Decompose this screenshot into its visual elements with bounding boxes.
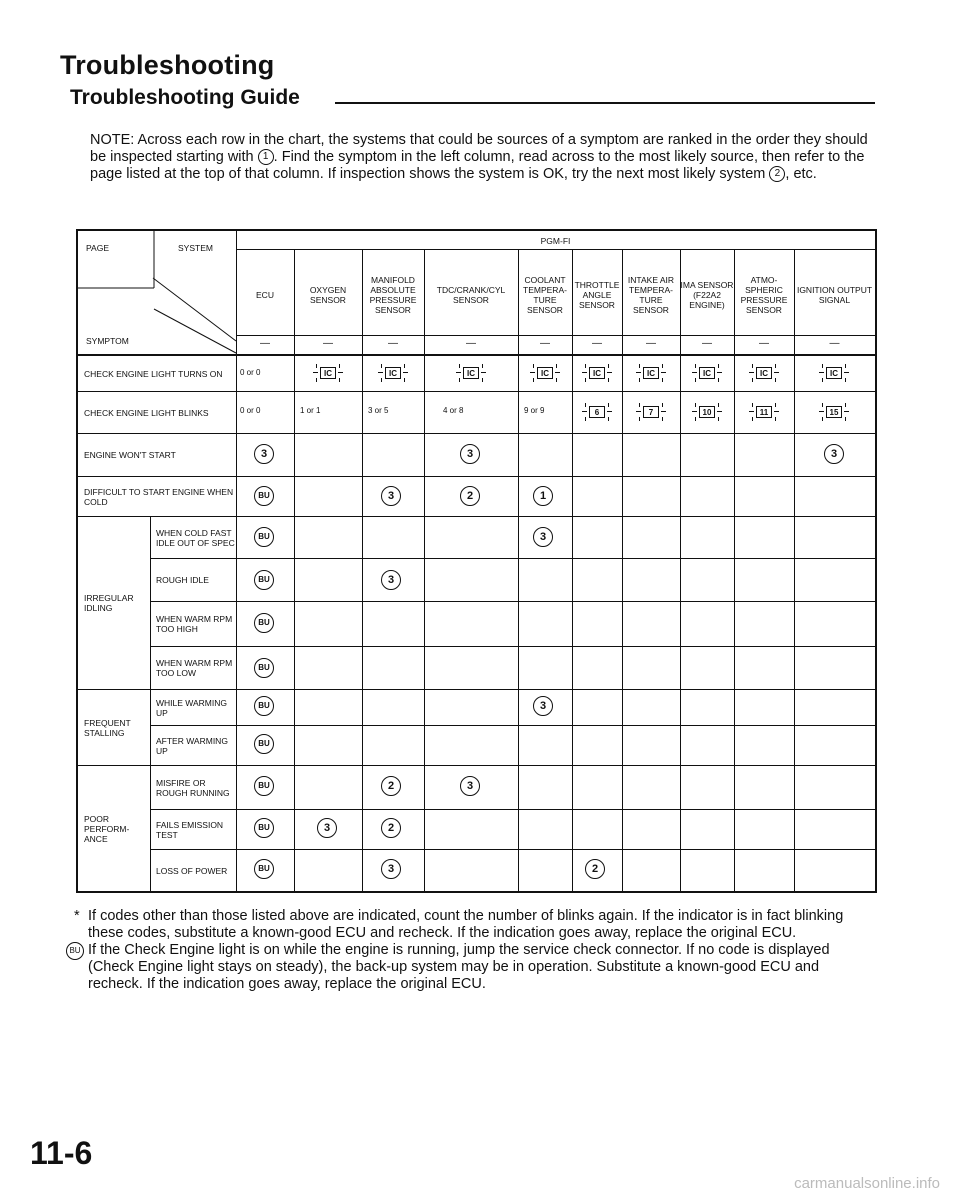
- lamp-ray: [556, 378, 557, 382]
- col-map: MANIFOLD ABSOLUTE PRESSURE SENSOR: [369, 275, 417, 315]
- check-engine-lamp-icon: IC: [692, 364, 722, 382]
- section-subtitle: Troubleshooting Guide: [70, 86, 300, 109]
- lamp-ray: [774, 372, 779, 373]
- col-throttle: THROTTLE ANGLE SENSOR: [574, 280, 620, 310]
- rank-mark: 3: [381, 570, 401, 590]
- backup-mark: BU: [254, 613, 274, 633]
- rank-mark: 3: [533, 696, 553, 716]
- lamp-ray: [718, 378, 719, 382]
- rank-mark: 3: [254, 444, 274, 464]
- ecu-lamp-code: 0 or 0: [240, 368, 261, 377]
- col-intake: INTAKE AIR TEMPERA-TURE SENSOR: [627, 275, 675, 315]
- lamp-ray: [752, 403, 753, 407]
- corner-diagonals: [78, 231, 236, 354]
- col-oxygen: OXYGEN SENSOR: [309, 285, 347, 305]
- group-frequent-stalling: FREQUENT STALLING: [84, 717, 131, 738]
- lamp-ray: [661, 411, 666, 412]
- lamp-ray: [530, 372, 535, 373]
- lamp-ray: [556, 364, 557, 368]
- lamp-ray: [316, 378, 317, 382]
- check-engine-lamp-icon: IC: [313, 364, 343, 382]
- lamp-ray: [378, 372, 383, 373]
- lamp-ray: [555, 372, 560, 373]
- note-text-3: , etc.: [785, 166, 817, 182]
- lamp-ray: [338, 372, 343, 373]
- lamp-ray: [608, 378, 609, 382]
- lamp-ray: [481, 372, 486, 373]
- lamp-ray: [636, 372, 641, 373]
- page-ignition: —: [829, 338, 840, 349]
- page-throttle: —: [592, 338, 602, 349]
- page-title: Troubleshooting: [60, 50, 275, 80]
- blink-code-atmo: 11: [749, 403, 779, 421]
- lamp-ray: [585, 364, 586, 368]
- backup-mark: BU: [254, 818, 274, 838]
- lamp-ray: [636, 411, 641, 412]
- lamp-ray: [639, 378, 640, 382]
- blink-code-throttle: 6: [582, 403, 612, 421]
- page-number: 11-6: [30, 1135, 93, 1171]
- lamp-ray: [695, 378, 696, 382]
- lamp-ray: [582, 372, 587, 373]
- blink-code-ima: 10: [692, 403, 722, 421]
- blink-code-coolant: 9 or 9: [524, 406, 545, 415]
- rank-mark: 3: [381, 486, 401, 506]
- corner-page: PAGE: [86, 243, 109, 253]
- lamp-ray: [775, 378, 776, 382]
- blink-code-ignition: 15: [819, 403, 849, 421]
- lamp-ray: [482, 378, 483, 382]
- lamp-ray: [752, 378, 753, 382]
- lamp-ray: [845, 417, 846, 421]
- lamp-ray: [662, 417, 663, 421]
- check-engine-lamp-icon: IC: [456, 364, 486, 382]
- lamp-ray: [845, 364, 846, 368]
- note-paragraph: [90, 132, 875, 183]
- page-ecu: —: [260, 338, 270, 349]
- rank-mark: 3: [381, 859, 401, 879]
- lamp-ray: [533, 364, 534, 368]
- lamp-ray: [662, 403, 663, 407]
- lamp-ray: [822, 417, 823, 421]
- page-tdc: —: [466, 338, 476, 349]
- lamp-ray: [845, 378, 846, 382]
- lamp-ray: [607, 411, 612, 412]
- rank-mark: 3: [460, 776, 480, 796]
- lamp-ray: [608, 417, 609, 421]
- row-perf-emission: FAILS EMISSION TEST: [156, 819, 224, 840]
- lamp-ray: [775, 364, 776, 368]
- lamp-ray: [608, 364, 609, 368]
- lamp-ray: [844, 372, 849, 373]
- backup-mark: BU: [254, 570, 274, 590]
- lamp-ray: [774, 411, 779, 412]
- check-engine-lamp-icon: IC: [378, 364, 408, 382]
- rank-mark: 2: [381, 776, 401, 796]
- rank-mark: 3: [317, 818, 337, 838]
- lamp-ray: [752, 364, 753, 368]
- lamp-ray: [662, 364, 663, 368]
- footnote-backup-text: If the Check Engine light is on while the engine is running, jump the service check connector. If no code is displayed (Check Engine light stays on steady), the back-up system may be in operation. Substitute a known-good ECU and recheck. If the indication goes away, replace the original ECU.: [88, 942, 830, 992]
- backup-mark: BU: [254, 486, 274, 506]
- lamp-ray: [403, 372, 408, 373]
- lamp-ray: [404, 378, 405, 382]
- footnotes: [66, 908, 876, 993]
- lamp-ray: [845, 403, 846, 407]
- note-text-1: Across each row in the chart, the systems that could be sources of a symptom are ranked in the order they should be inspected starting with: [90, 132, 868, 165]
- group-header: PGM-FI: [540, 236, 571, 246]
- lamp-ray: [752, 417, 753, 421]
- lamp-ray: [533, 378, 534, 382]
- note-text-2: . Find the symptom in the left column, read across to the most likely source, then refer to the page listed at the top of that column. If inspection shows the system is OK, try the next most likely system: [90, 149, 865, 182]
- lamp-ray: [313, 372, 318, 373]
- page-intake: —: [646, 338, 656, 349]
- lamp-ray: [692, 411, 697, 412]
- blink-code-oxygen: 1 or 1: [300, 406, 321, 415]
- lamp-ray: [749, 411, 754, 412]
- lamp-ray: [822, 378, 823, 382]
- row-idle-warm-low: WHEN WARM RPM TOO LOW: [156, 658, 233, 678]
- lamp-ray: [482, 364, 483, 368]
- lamp-ray: [585, 403, 586, 407]
- lamp-ray: [661, 372, 666, 373]
- lamp-ray: [381, 364, 382, 368]
- lamp-ray: [585, 378, 586, 382]
- row-stall-warming: WHILE WARMING UP: [156, 697, 227, 718]
- lamp-ray: [844, 411, 849, 412]
- troubleshooting-chart: [76, 229, 877, 893]
- lamp-ray: [717, 372, 722, 373]
- lamp-ray: [459, 378, 460, 382]
- lamp-ray: [718, 364, 719, 368]
- lamp-ray: [607, 372, 612, 373]
- lamp-ray: [639, 364, 640, 368]
- rank-mark: 3: [533, 527, 553, 547]
- backup-mark: BU: [254, 696, 274, 716]
- row-wont-start: ENGINE WON'T START: [84, 450, 176, 460]
- lamp-ray: [639, 403, 640, 407]
- page-atmo: —: [759, 338, 769, 349]
- backup-system-icon: BU: [66, 942, 84, 960]
- row-difficult-start: DIFFICULT TO START ENGINE WHEN COLD: [84, 486, 234, 507]
- corner-symptom: SYMPTOM: [86, 336, 129, 346]
- lamp-ray: [381, 378, 382, 382]
- row-perf-misfire: MISFIRE OR ROUGH RUNNING: [156, 777, 230, 798]
- backup-mark: BU: [254, 734, 274, 754]
- col-ignition: IGNITION OUTPUT SIGNAL: [796, 285, 873, 305]
- rank-mark: 2: [381, 818, 401, 838]
- lamp-ray: [695, 364, 696, 368]
- row-idle-cold-fast: WHEN COLD FAST IDLE OUT OF SPEC: [156, 527, 235, 548]
- backup-mark: BU: [254, 859, 274, 879]
- lamp-ray: [639, 417, 640, 421]
- note-label: NOTE:: [90, 132, 135, 148]
- rank-mark: 1: [533, 486, 553, 506]
- footnote-star-text: If codes other than those listed above are indicated, count the number of blinks again. If the indicator is in fact blinking these codes, substitute a known-good ECU and recheck. If the indication goes away, replace the original ECU.: [88, 908, 844, 941]
- asterisk-icon: *: [74, 908, 80, 924]
- row-perf-power: LOSS OF POWER: [156, 865, 228, 876]
- row-cel-blinks: CHECK ENGINE LIGHT BLINKS: [84, 407, 209, 418]
- lamp-ray: [822, 364, 823, 368]
- lamp-ray: [822, 403, 823, 407]
- check-engine-lamp-icon: IC: [530, 364, 560, 382]
- blink-code-tdc: 4 or 8: [443, 406, 464, 415]
- page-oxygen: —: [323, 338, 333, 349]
- rank-mark: 2: [460, 486, 480, 506]
- rank-mark: 3: [824, 444, 844, 464]
- check-engine-lamp-icon: IC: [636, 364, 666, 382]
- lamp-ray: [819, 372, 824, 373]
- lamp-ray: [608, 403, 609, 407]
- col-atmo: ATMO-SPHERIC PRESSURE SENSOR: [740, 275, 788, 315]
- page-coolant: —: [540, 338, 550, 349]
- footnote-backup: [66, 942, 876, 993]
- note-marker-2: 2: [769, 166, 785, 182]
- lamp-ray: [695, 403, 696, 407]
- backup-mark: BU: [254, 776, 274, 796]
- rank-mark: 3: [460, 444, 480, 464]
- lamp-ray: [404, 364, 405, 368]
- group-irregular-idling: IRREGULAR IDLING: [84, 593, 134, 613]
- lamp-ray: [718, 403, 719, 407]
- col-ecu: ECU: [256, 290, 274, 300]
- check-engine-lamp-icon: IC: [749, 364, 779, 382]
- row-idle-rough: ROUGH IDLE: [156, 575, 209, 585]
- lamp-ray: [819, 411, 824, 412]
- lamp-ray: [695, 417, 696, 421]
- lamp-ray: [717, 411, 722, 412]
- backup-mark: BU: [254, 658, 274, 678]
- row-cel-on: CHECK ENGINE LIGHT TURNS ON: [84, 368, 223, 379]
- blink-code-map: 3 or 5: [368, 406, 389, 415]
- lamp-ray: [339, 364, 340, 368]
- lamp-ray: [718, 417, 719, 421]
- lamp-ray: [749, 372, 754, 373]
- col-tdc: TDC/CRANK/CYL SENSOR: [436, 285, 506, 305]
- lamp-ray: [585, 417, 586, 421]
- blink-code-intake: 7: [636, 403, 666, 421]
- lamp-ray: [662, 378, 663, 382]
- lamp-ray: [582, 411, 587, 412]
- lamp-ray: [459, 364, 460, 368]
- note-marker-1: 1: [258, 149, 274, 165]
- footnote-star: [66, 908, 876, 942]
- corner-system: SYSTEM: [178, 243, 213, 253]
- watermark: carmanualsonline.info: [794, 1175, 940, 1192]
- lamp-ray: [775, 417, 776, 421]
- blink-code-ecu: 0 or 0: [240, 406, 261, 415]
- backup-mark: BU: [254, 527, 274, 547]
- lamp-ray: [775, 403, 776, 407]
- page-map: —: [388, 338, 398, 349]
- check-engine-lamp-icon: IC: [582, 364, 612, 382]
- check-engine-lamp-icon: IC: [819, 364, 849, 382]
- lamp-ray: [692, 372, 697, 373]
- lamp-ray: [456, 372, 461, 373]
- lamp-ray: [339, 378, 340, 382]
- col-ima: IMA SENSOR (F22A2 ENGINE): [680, 280, 734, 310]
- lamp-ray: [316, 364, 317, 368]
- page-ima: —: [702, 338, 712, 349]
- row-idle-warm-high: WHEN WARM RPM TOO HIGH: [156, 614, 233, 634]
- row-stall-after: AFTER WARMING UP: [156, 735, 228, 756]
- col-coolant: COOLANT TEMPERA-TURE SENSOR: [523, 275, 567, 315]
- rank-mark: 2: [585, 859, 605, 879]
- group-poor-performance: POOR PERFORM-ANCE: [84, 813, 130, 844]
- subtitle-rule: [335, 102, 875, 104]
